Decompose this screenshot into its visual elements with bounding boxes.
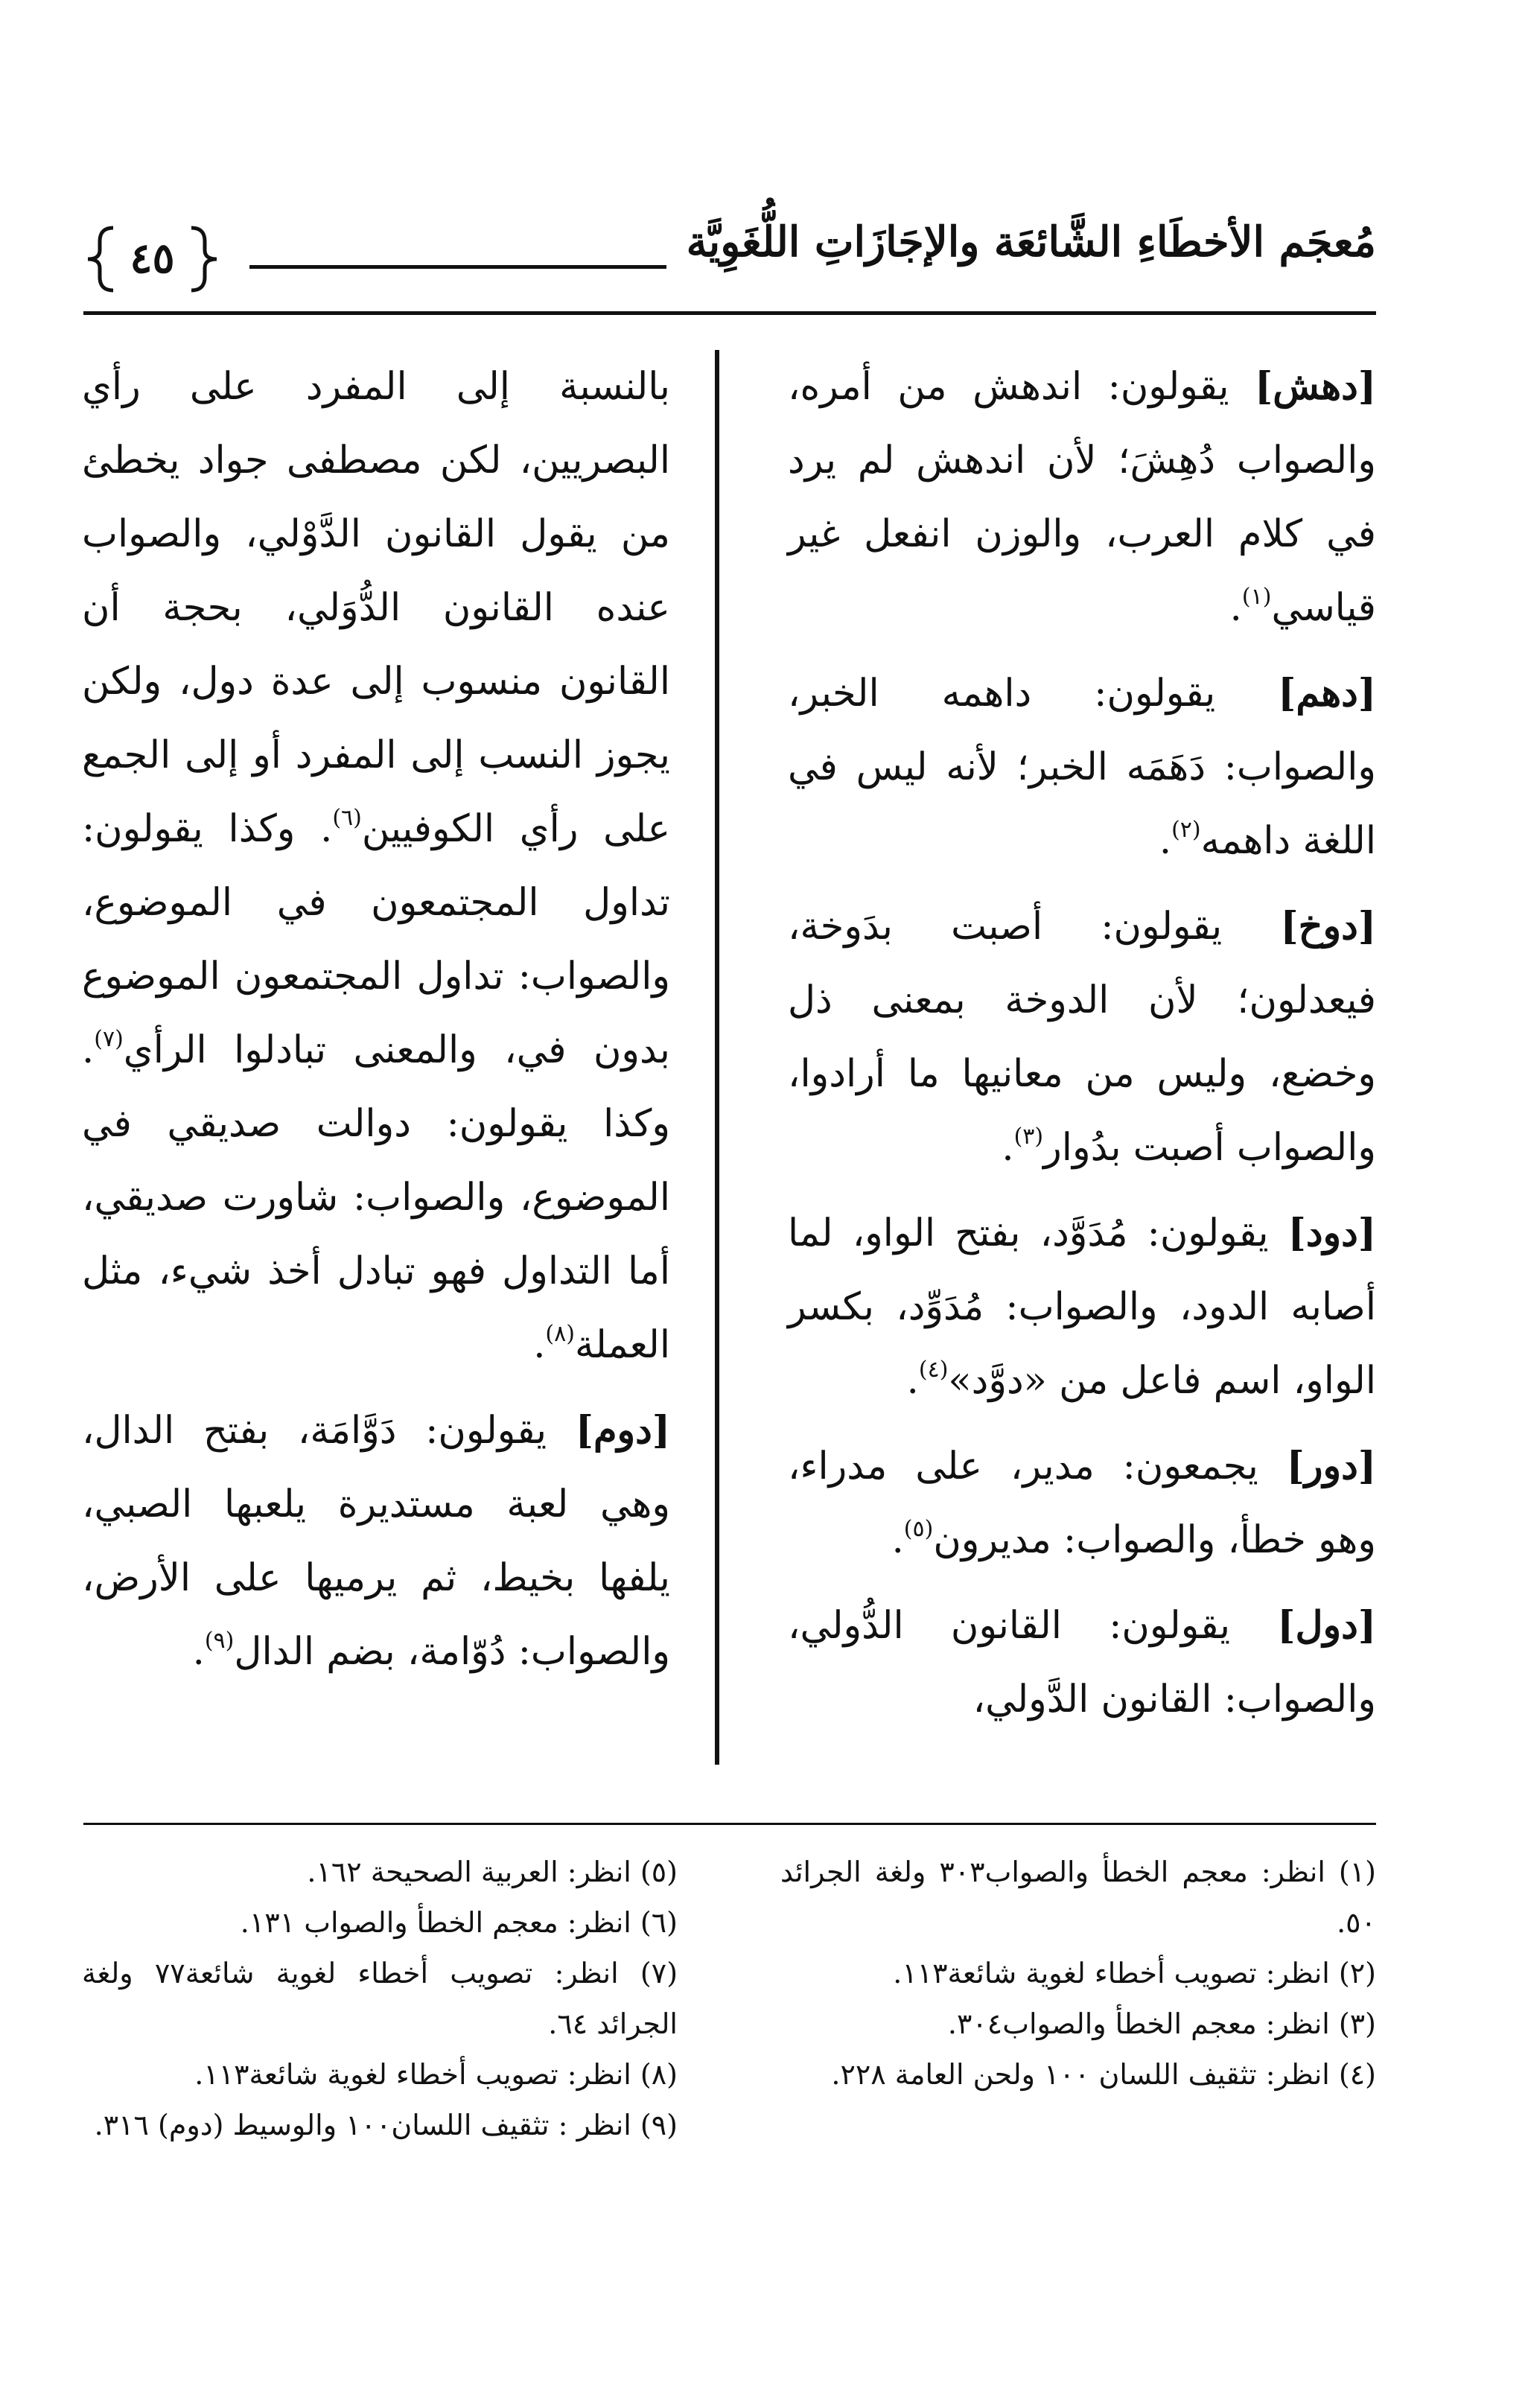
footnotes-left: [82, 1847, 678, 2150]
right-column: [788, 350, 1376, 1748]
entry-dawal-continued: [82, 350, 670, 1382]
footnotes-right: [780, 1847, 1376, 2100]
entry-dawad: [788, 1197, 1376, 1418]
entry-text: يقولون: داهمه الخبر، والصواب: دَهَمَه الخبر؛ لأنه ليس في اللغة داهمه: [788, 672, 1376, 863]
entry-headword: [دوم]: [575, 1408, 670, 1453]
footnote: (٣) انظر: معجم الخطأ والصواب٣٠٤.: [947, 2007, 1376, 2040]
footnote-ref: (٣): [1013, 1124, 1044, 1150]
entry-text: يجمعون: مدير، على مدراء، وهو خطأ، والصواب: مديرون: [788, 1445, 1376, 1562]
entry-text: يقولون: القانون الدُّولي، والصواب: القانون الدَّولي،: [788, 1604, 1376, 1721]
entry-headword: [دود]: [1287, 1211, 1376, 1255]
entry-tail: .: [891, 1518, 904, 1562]
page-number-badge: [83, 223, 221, 295]
footnote: (١) انظر: معجم الخطأ والصواب٣٠٣ ولغة الجرائد ٥٠.: [780, 1856, 1376, 1939]
footnote-ref: (١): [1241, 584, 1272, 610]
footnote: (٤) انظر: تثقيف اللسان ١٠٠ ولحن العامة ٢٢٨.: [831, 2058, 1376, 2091]
entry-tail: .: [1002, 1126, 1014, 1170]
entry-text: بالنسبة إلى المفرد على رأي البصريين، لكن مصطفى جواد يخطئ من يقول القانون الدَّوْلي، والصواب عنده القانون الدُّوَلي، بحجة أن القانون منسوب إلى عدة دول، ولكن يجوز النسب إلى المفرد أو إلى الجمع على رأي الكوفيين: [82, 365, 670, 851]
entry-tail: .: [906, 1359, 919, 1403]
left-column: [82, 350, 670, 1701]
header-dash: [249, 265, 666, 269]
entry-dawal: [788, 1589, 1376, 1736]
entry-text: يقولون: مُدَوَّد، بفتح الواو، لما أصابه الدود، والصواب: مُدَوِّد، بكسر الواو، اسم فاعل من «دوَّد»: [788, 1211, 1376, 1403]
entry-dahash: [788, 350, 1376, 645]
footnote-rule: [83, 1823, 1376, 1825]
entry-daham: [788, 657, 1376, 878]
entry-headword: [دهش]: [1255, 364, 1376, 409]
footnote-ref: (٧): [94, 1026, 124, 1052]
entry-text: . وكذا يقولون: دوالت صديقي في الموضوع، والصواب: شاورت صديقي، أما التداول فهو تبادل أخذ شيء، مثل العملة: [82, 1028, 670, 1367]
entry-headword: [دوخ]: [1280, 904, 1376, 949]
entry-headword: [دول]: [1277, 1603, 1376, 1648]
entry-text: يقولون: أصبت بدَوخة، فيعدلون؛ لأن الدوخة بمعنى ذل وخضع، وليس من معانيها ما أرادوا، والصواب أصبت بدُوار: [788, 905, 1376, 1170]
footnote: (٢) انظر: تصويب أخطاء لغوية شائعة١١٣.: [893, 1957, 1376, 1990]
footnote: (٧) انظر: تصويب أخطاء لغوية شائعة٧٧ ولغة الجرائد ٦٤.: [82, 1957, 678, 2040]
entry-tail: .: [192, 1630, 205, 1674]
footnote-ref: (٤): [918, 1357, 949, 1383]
footnote-ref: (٩): [204, 1628, 235, 1654]
entry-text: . وكذا يقولون: تداول المجتمعون في الموضوع، والصواب: تداول المجتمعون الموضوع بدون في، والمعنى تبادلوا الرأي: [82, 807, 670, 1072]
footnote: (٥) انظر: العربية الصحيحة ١٦٢.: [307, 1856, 678, 1888]
footnote: (٦) انظر: معجم الخطأ والصواب ١٣١.: [240, 1906, 678, 1939]
entry-headword: [دور]: [1286, 1444, 1376, 1488]
column-divider: [715, 350, 719, 1765]
entry-dawam: [82, 1394, 670, 1689]
entry-tail: .: [1229, 586, 1242, 630]
entry-tail: .: [1159, 819, 1172, 863]
entry-dawakh: [788, 890, 1376, 1185]
running-title: مُعجَم الأخطَاءِ الشَّائعَة والإجَازَاتِ اللُّغَوِيَّة: [686, 217, 1376, 267]
entry-text: يقولون: اندهش من أمره، والصواب دُهِشَ؛ لأن اندهش لم يرد في كلام العرب، والوزن انفعل غير قياسي: [788, 365, 1376, 630]
entry-text: يقولون: دَوَّامَة، بفتح الدال، وهي لعبة مستديرة يلعبها الصبي، يلفها بخيط، ثم يرميها على الأرض، والصواب: دُوّامة، بضم الدال: [82, 1409, 670, 1674]
footnote: (٨) انظر: تصويب أخطاء لغوية شائعة١١٣.: [194, 2058, 678, 2091]
footnote-ref: (٢): [1171, 817, 1201, 843]
entry-headword: [دهم]: [1278, 671, 1376, 716]
entry-dawar: [788, 1430, 1376, 1577]
footnote: (٩) انظر : تثقيف اللسان١٠٠ والوسيط (دوم) ٣١٦.: [94, 2109, 678, 2141]
footnote-ref: (٦): [332, 805, 362, 831]
entry-tail: .: [533, 1323, 546, 1367]
header-rule: [83, 311, 1376, 315]
page-number: ٤٥: [130, 234, 175, 283]
footnote-ref: (٥): [903, 1516, 934, 1542]
footnote-ref: (٨): [545, 1321, 575, 1347]
